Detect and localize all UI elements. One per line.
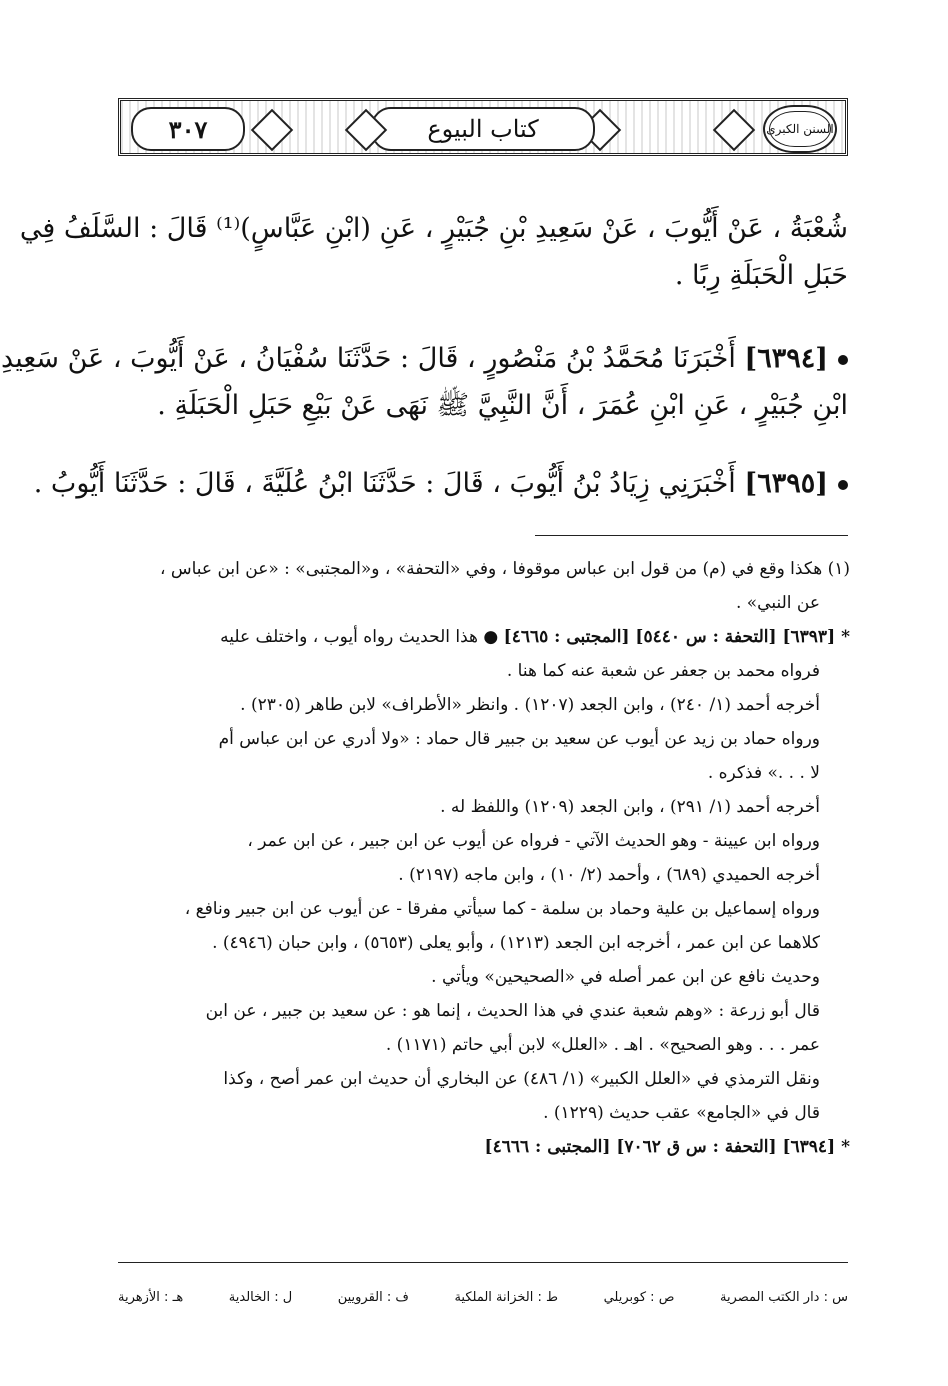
- text-line: [1, 335, 848, 382]
- footnote-line: لا . . .» فذكره .: [707, 763, 820, 783]
- legend-item: ط : الخزانة الملكية: [454, 1290, 559, 1305]
- footnote-line: وحديث نافع عن ابن عمر أصله في «الصحيحين» ويأتي .: [431, 967, 820, 987]
- legend-item: ص : كوبريلي: [603, 1290, 675, 1305]
- header-seal-logo: [763, 105, 837, 153]
- footnote-line: [110, 620, 850, 654]
- footnote-line: (١) هكذا وقع في (م) من قول ابن عباس موقوفا ، وفي «التحفة» ، و«المجتبى» : «عن ابن عباس ،: [159, 559, 850, 579]
- footnote-line: ورواه ابن عيينة - وهو الحديث الآتي - فرواه عن أيوب عن ابن جبير ، عن ابن عمر ،: [247, 831, 820, 851]
- reference-head: [٦٣٩٤] [التحفة : س ق ٧٠٦٢] [المجتبى : ٤٦٦٦]: [484, 1137, 836, 1157]
- star-icon: *: [841, 1137, 850, 1157]
- text-line: حَبَلِ الْحَبَلَةِ رِبًا .: [674, 260, 848, 291]
- footnote-line: ورواه إسماعيل بن علية وحماد بن سلمة - كما سيأتي مفرقا - عن أيوب عن ابن جبير ونافع ،: [184, 899, 820, 919]
- bullet-icon: [838, 480, 848, 490]
- hadith-text: أَخْبَرَنِي زِيَادُ بْنُ أَيُّوبَ ، قَالَ : حَدَّثَنَا ابْنُ عُلَيَّةَ ، قَالَ : حَدَّثَنَا أَيُّوبُ .: [33, 468, 736, 499]
- main-text: [19, 205, 848, 299]
- footnote-separator: [535, 535, 848, 536]
- bullet-icon: [838, 355, 848, 365]
- footnote-line: عمر . . . وهو الصحيح» . اهـ . «العلل» لابن أبي حاتم (١١٧١) .: [385, 1035, 820, 1055]
- footnotes: [110, 552, 850, 1164]
- footnote-line: [110, 1130, 850, 1164]
- hadith-entry: [1, 335, 848, 429]
- text-line: ابْنِ جُبَيْرٍ ، عَنِ ابْنِ عُمَرَ ، أَنَّ النَّبِيَّ ﷺ نَهَى عَنْ بَيْعِ حَبَلِ الْحَبَلَةِ .: [157, 390, 848, 421]
- legend-item: س : دار الكتب المصرية: [719, 1290, 848, 1305]
- footnote-line: قال أبو زرعة : «وهم شعبة عندي في هذا الحديث ، إنما هو : عن سعيد بن جبير ، عن ابن: [205, 1001, 820, 1021]
- footnote-line: قال في «الجامع» عقب حديث (١٢٢٩) .: [543, 1103, 820, 1123]
- manuscript-legend: [118, 1290, 848, 1305]
- footnote-line: ورواه حماد بن زيد عن أيوب عن سعيد بن جبير قال حماد : «ولا أدري عن ابن عباس أم: [218, 729, 820, 749]
- legend-item: هـ : الأزهرية: [118, 1290, 184, 1305]
- reference-head: [٦٣٩٣] [التحفة : س ٥٤٤٠] [المجتبى : ٤٦٦٥]: [503, 627, 836, 647]
- page-header: [118, 98, 848, 156]
- star-icon: *: [841, 627, 850, 647]
- hadith-text: أَخْبَرَنَا مُحَمَّدُ بْنُ مَنْصُورٍ ، قَالَ : حَدَّثَنَا سُفْيَانُ ، عَنْ أَيُّوبَ ، عَنْ سَعِيدِ: [1, 343, 736, 374]
- footnote-line: أخرجه أحمد (١/ ٢٤٠) ، وابن الجعد (١٢٠٧) . وانظر «الأطراف» لابن طاهر (٢٣٠٥) .: [240, 695, 820, 715]
- legend-item: ف : القرويين: [337, 1290, 409, 1305]
- legend-item: ل : الخالدية: [228, 1290, 293, 1305]
- footnote-line: عن النبي» .: [735, 593, 820, 613]
- legend-separator: [118, 1262, 848, 1263]
- text-line: [33, 460, 848, 507]
- text-line: شُعْبَةُ ، عَنْ أَيُّوبَ ، عَنْ سَعِيدِ بْنِ جُبَيْرٍ ، عَنِ (ابْنِ عَبَّاسٍ)⁽¹⁾ قَالَ : السَّلَفُ فِي: [19, 213, 848, 244]
- hadith-number: [٦٣٩٥]: [744, 468, 828, 499]
- page-number: ٣٠٧: [131, 107, 245, 151]
- seal-text: السنن الكبرى: [766, 122, 834, 136]
- footnote-line: كلاهما عن ابن عمر ، أخرجه ابن الجعد (١٢١٣) ، وأبو يعلى (٥٦٥٣) ، وابن حبان (٤٩٤٦) .: [212, 933, 820, 953]
- footnote-line: أخرجه الحميدي (٦٨٩) ، وأحمد (٢/ ١٠) ، وابن ماجه (٢١٩٧) .: [398, 865, 820, 885]
- footnote-text: ● هذا الحديث رواه أيوب ، واختلف عليه: [220, 627, 499, 647]
- hadith-number: [٦٣٩٤]: [744, 343, 828, 374]
- book-title: كتاب البيوع: [371, 107, 595, 151]
- footnote-line: أخرجه أحمد (١/ ٢٩١) ، وابن الجعد (١٢٠٩) واللفظ له .: [440, 797, 820, 817]
- footnote-line: ونقل الترمذي في «العلل الكبير» (١/ ٤٨٦) عن البخاري أن حديث ابن عمر أصح ، وكذا: [223, 1069, 820, 1089]
- hadith-entry: [33, 460, 848, 507]
- footnote-line: فرواه محمد بن جعفر عن شعبة عنه كما هنا .: [506, 661, 820, 681]
